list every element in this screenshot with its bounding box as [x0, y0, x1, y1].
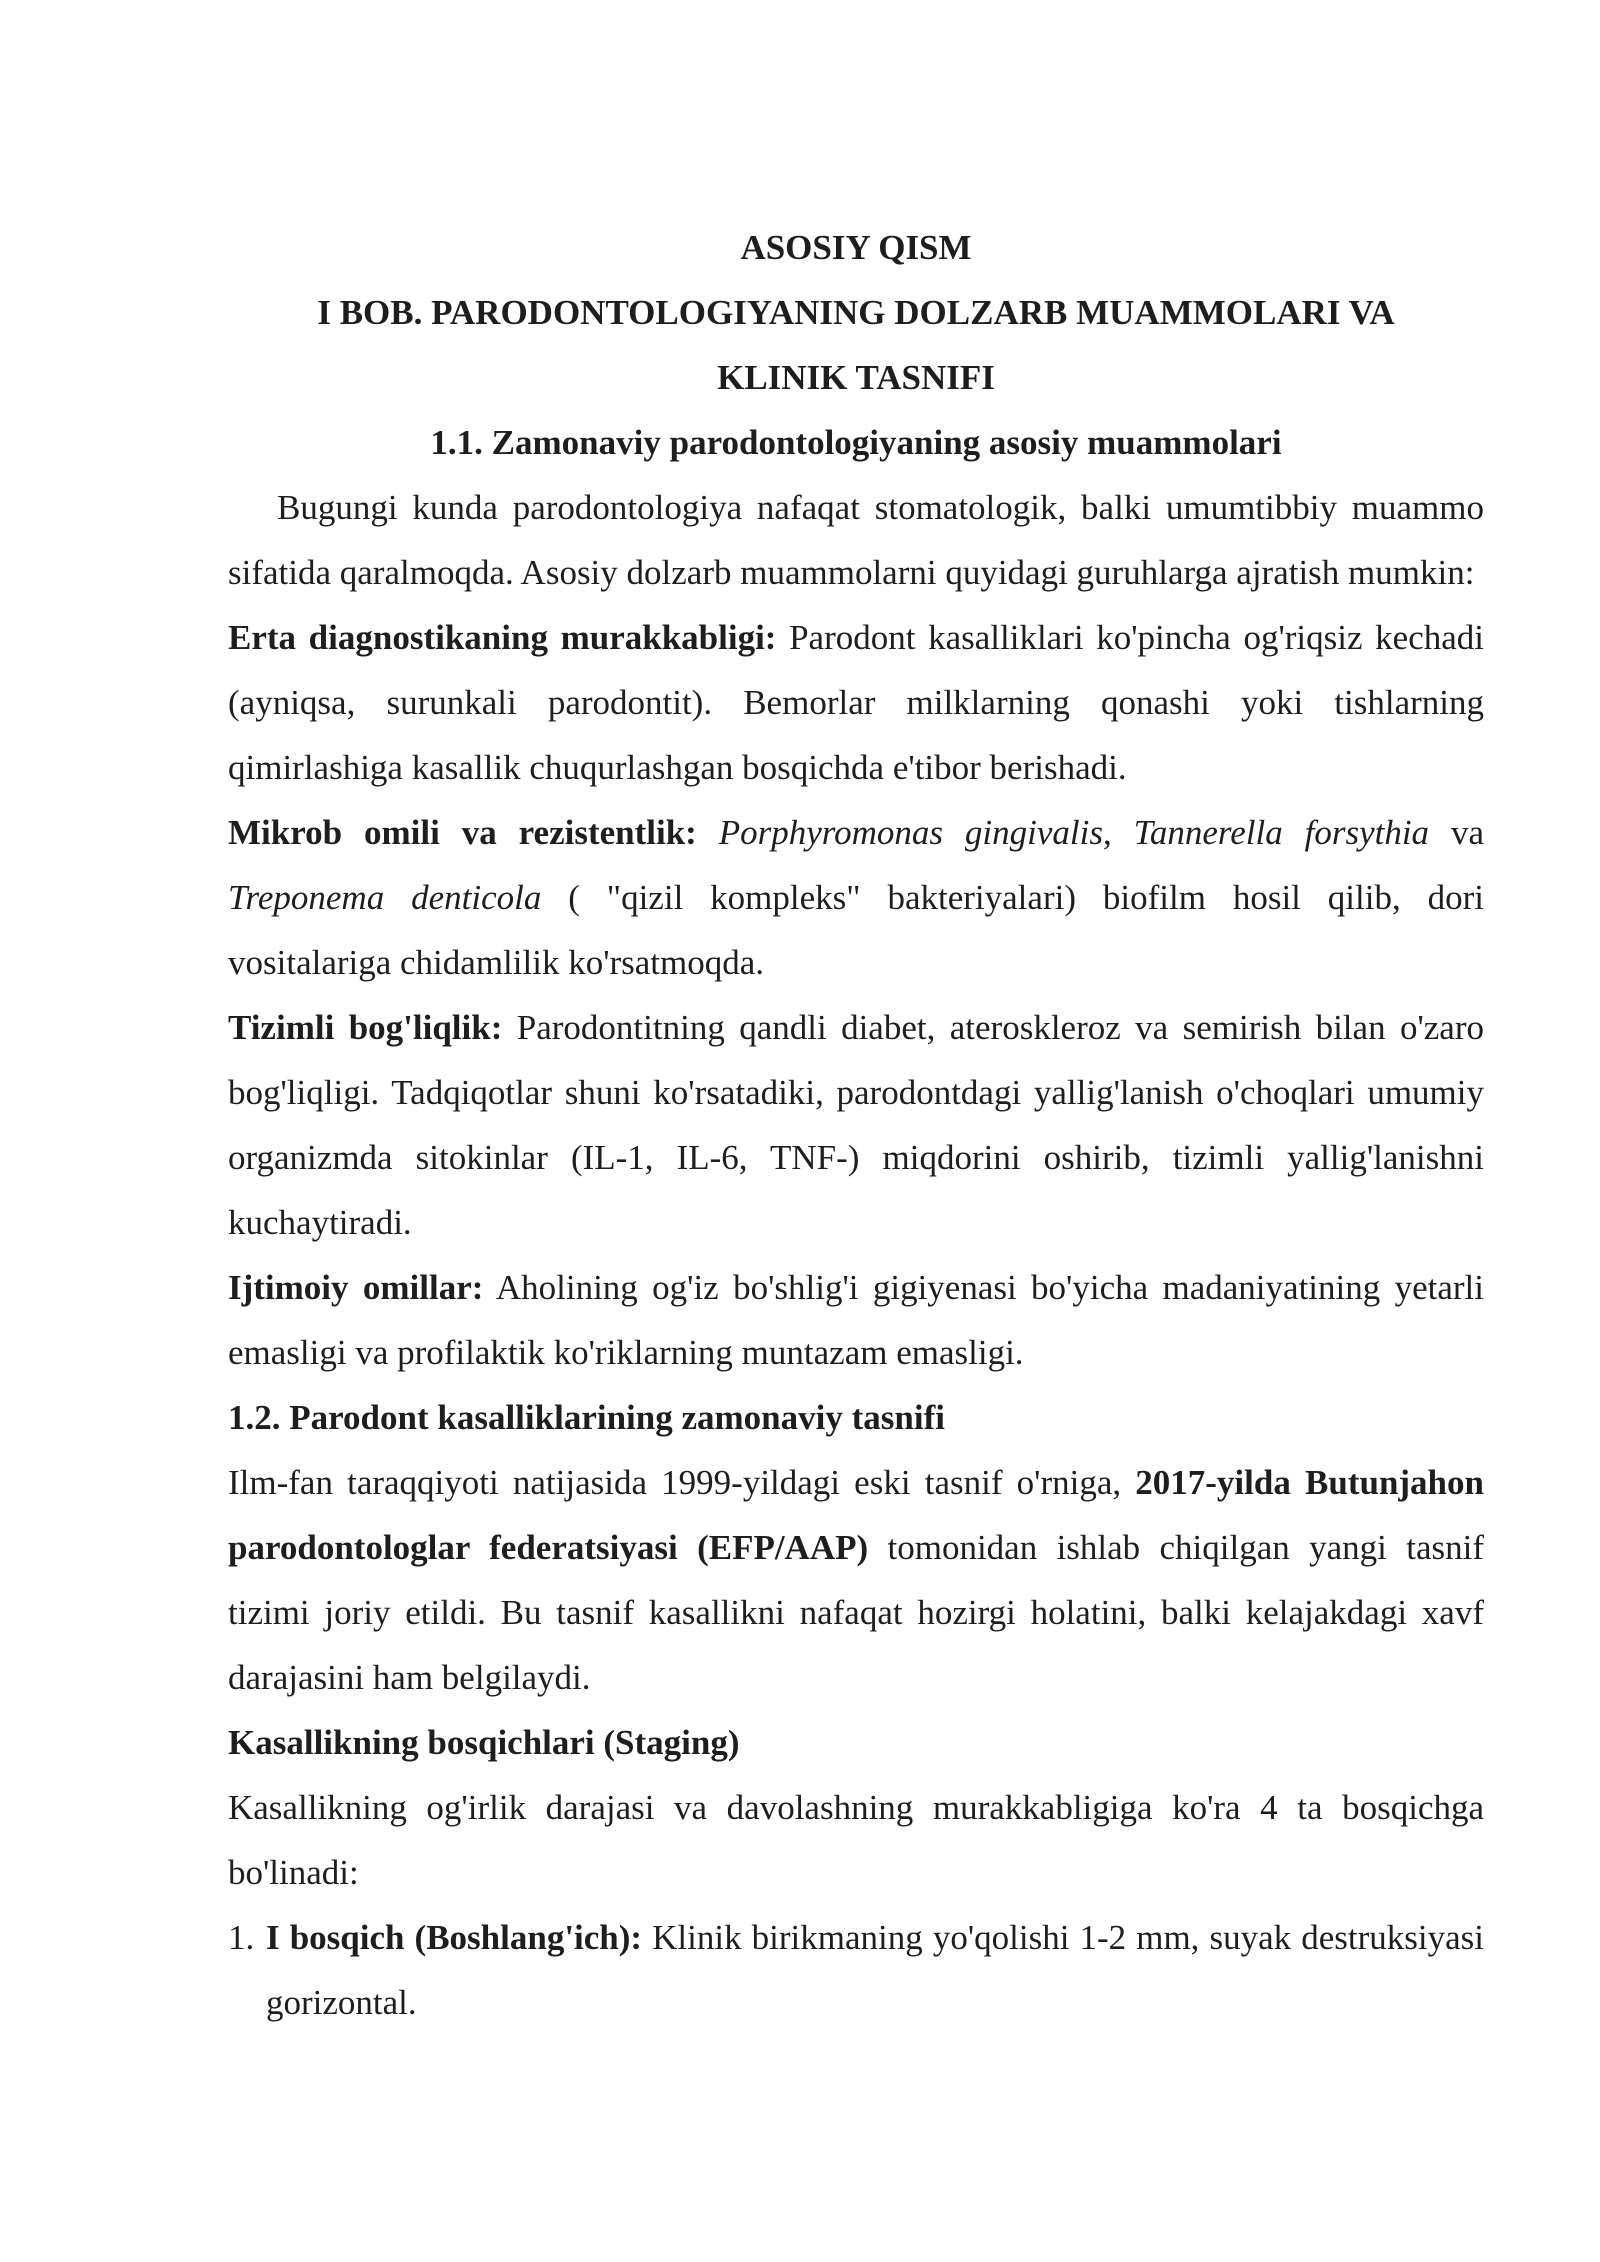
problem-social-text: Aholining og'iz bo'shlig'i gigiyenasi bo'yicha madaniyatining yetarli emasligi va profilaktik ko'riklarning muntazam emasligi. [228, 1268, 1484, 1372]
staging-heading: Kasallikning bosqichlari (Staging) [228, 1723, 740, 1762]
species-conjunction: va [1429, 813, 1484, 852]
staging-list-item [228, 1905, 1484, 2035]
problem-microbial-text: ( "qizil kompleks" bakteriyalari) biofilm hosil qilib, dori vositalariga chidamlilik ko'rsatmoqda. [228, 878, 1484, 982]
staging-item-body [266, 1905, 1484, 2035]
species-separator: , [1102, 813, 1134, 852]
chapter-title-line2: KLINIK TASNIFI [717, 358, 995, 397]
section-heading-1-1: 1.1. Zamonaviy parodontologiyaning asosiy muammolari [430, 423, 1282, 462]
problem-diagnostics-text: Parodont kasalliklari ko'pincha og'riqsiz kechadi (ayniqsa, surunkali parodontit). Bemorlar milklarning qonashi yoki tishlarning qimirlashiga kasallik chuqurlashgan bosqichda e'tibor berishadi. [228, 618, 1484, 787]
species-treponema: Treponema denticola [228, 878, 542, 917]
problem-systemic-title: Tizimli bog'liqlik: [228, 1008, 503, 1047]
classification-bold: 2017-yilda Butunjahon parodontologlar federatsiyasi (EFP/AAP) [228, 1463, 1484, 1567]
problem-diagnostics-title: Erta diagnostikaning murakkabligi: [228, 618, 777, 657]
problem-diagnostics [228, 605, 1484, 800]
staging-item-number: 1. [228, 1918, 255, 1957]
classification-text-after: tomonidan ishlab chiqilgan yangi tasnif tizimi joriy etildi. Bu tasnif kasallikni nafaqat hozirgi holatini, balki kelajakdagi xavf darajasini ham belgilaydi. [228, 1528, 1484, 1697]
problem-microbial [228, 800, 1484, 995]
classification-paragraph [228, 1450, 1484, 1710]
section-heading-1-2: 1.2. Parodont kasalliklarining zamonaviy tasnifi [228, 1398, 945, 1437]
staging-item-title: I bosqich (Boshlang'ich): [266, 1918, 643, 1957]
problem-systemic-text: Parodontitning qandli diabet, ateroskleroz va semirish bilan o'zaro bog'liqligi. Tadqiqotlar shuni ko'rsatadiki, parodontdagi yallig'lanish o'choqlari umumiy organizmda sitokinlar (IL-1, IL-6, TNF-) miqdorini oshirib, tizimli yallig'lanishni kuchaytiradi. [228, 1008, 1484, 1242]
problem-microbial-title: Mikrob omili va rezistentlik: [228, 813, 697, 852]
classification-text-before: Ilm-fan taraqqiyoti natijasida 1999-yildagi eski tasnif o'rniga, [228, 1463, 1136, 1502]
chapter-title-line1: I BOB. PARODONTOLOGIYANING DOLZARB MUAMMOLARI VA [317, 293, 1395, 332]
problem-systemic [228, 995, 1484, 1255]
document-page [228, 215, 1484, 2035]
staging-intro: Kasallikning og'irlik darajasi va davolashning murakkabligiga ko'ra 4 ta bosqichga bo'linadi: [228, 1788, 1484, 1892]
problem-social [228, 1255, 1484, 1385]
main-heading: ASOSIY QISM [740, 228, 972, 267]
species-porphyromonas: Porphyromonas gingivalis [718, 813, 1103, 852]
species-tannerella: Tannerella forsythia [1133, 813, 1430, 852]
staging-item-text: Klinik birikmaning yo'qolishi 1-2 mm, suyak destruksiyasi gorizontal. [266, 1918, 1484, 2022]
problem-social-title: Ijtimoiy omillar: [228, 1268, 484, 1307]
intro-paragraph: Bugungi kunda parodontologiya nafaqat stomatologik, balki umumtibbiy muammo sifatida qaralmoqda. Asosiy dolzarb muammolarni quyidagi guruhlarga ajratish mumkin: [228, 488, 1484, 592]
